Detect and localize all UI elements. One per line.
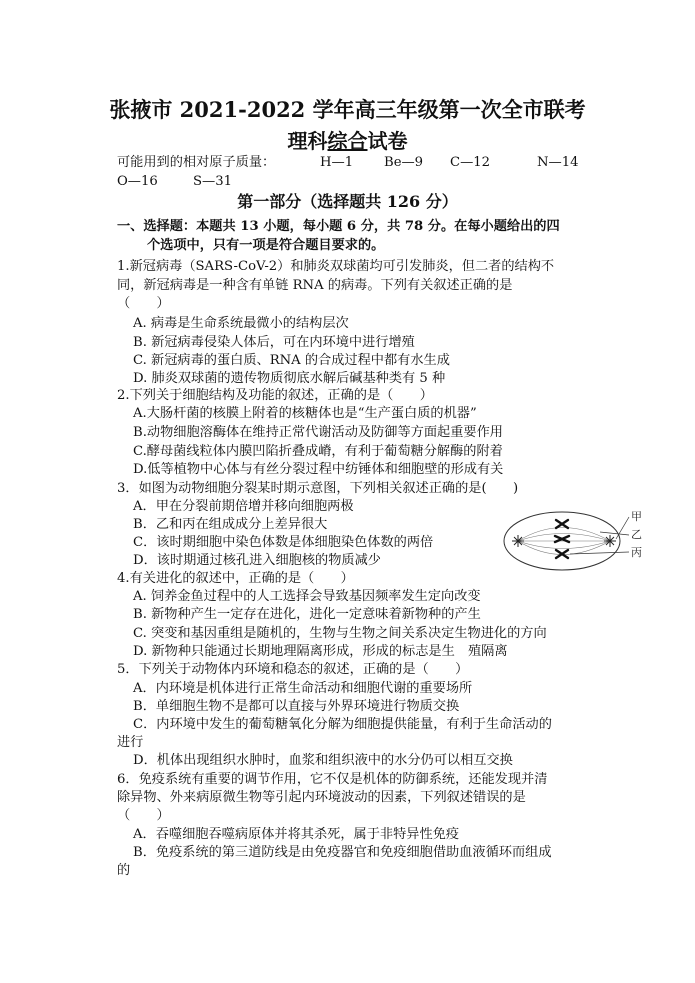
question-6-stem: 除异物、外来病原微生物等引起内环境波动的因素，下列叙述错误的是 bbox=[117, 790, 526, 805]
question-6-option: A．吞噬细胞吞噬病原体并将其杀死，属于非特异性免疫 bbox=[133, 827, 460, 842]
question-1-option: C. 新冠病毒的蛋白质、RNA 的合成过程中都有水生成 bbox=[133, 353, 450, 368]
question-1-option: B. 新冠病毒侵染人体后，可在内环境中进行增殖 bbox=[133, 335, 415, 350]
exam-subtitle bbox=[0, 128, 695, 154]
question-5-stem: 5．下列关于动物体内环境和稳态的叙述，正确的是（ ） bbox=[117, 662, 469, 677]
question-2-stem: 2.下列关于细胞结构及功能的叙述，正确的是（ ） bbox=[117, 388, 433, 403]
question-3-option: C．该时期细胞中染色体数是体细胞染色体数的两倍 bbox=[133, 535, 434, 550]
question-4-option: D. 新物种只能通过长期地理隔离形成，形成的标志是生 殖隔离 bbox=[133, 644, 508, 659]
part-instruction-line: 个选项中，只有一项是符合题目要求的。 bbox=[147, 238, 385, 253]
question-2-option: A.大肠杆菌的核膜上附着的核糖体也是“生产蛋白质的机器” bbox=[133, 406, 477, 421]
question-4-stem: 4.有关进化的叙述中，正确的是（ ） bbox=[117, 571, 354, 586]
question-2-option: C.酵母菌线粒体内膜凹陷折叠成嵴，有利于葡萄糖分解酶的附着 bbox=[133, 444, 503, 459]
figure-label-bing: 丙 bbox=[631, 546, 642, 559]
atomic-mass-label: 可能用到的相对原子质量： bbox=[117, 155, 276, 170]
question-5-option: A．内环境是机体进行正常生命活动和细胞代谢的重要场所 bbox=[133, 681, 473, 696]
question-5-option: B．单细胞生物不是都可以直接与外界环境进行物质交换 bbox=[133, 699, 460, 714]
atomic-mass-item: N—14 bbox=[537, 155, 579, 170]
atomic-mass-item: O—16 bbox=[117, 174, 158, 189]
question-1-option: D. 肺炎双球菌的遗传物质彻底水解后碱基种类有 5 种 bbox=[133, 371, 446, 386]
question-6-option-continued: 的 bbox=[117, 863, 131, 878]
question-1-stem: 1.新冠病毒（SARS-CoV-2）和肺炎双球菌均可引发肺炎，但二者的结构不 bbox=[117, 259, 555, 274]
question-6-stem: 6．免疫系统有重要的调节作用，它不仅是机体的防御系统，还能发现并清 bbox=[117, 772, 548, 787]
subtitle-prefix: 理科 bbox=[287, 129, 328, 153]
figure-label-jia: 甲 bbox=[631, 510, 642, 523]
question-5-option-continued: 进行 bbox=[117, 735, 144, 750]
question-4-option: B. 新物种产生一定存在进化，进化一定意味着新物种的产生 bbox=[133, 607, 481, 622]
question-3-option: A．甲在分裂前期倍增并移向细胞两极 bbox=[133, 499, 354, 514]
question-1-option: A. 病毒是生命系统最微小的结构层次 bbox=[133, 316, 349, 331]
question-2-option: D.低等植物中心体与有丝分裂过程中纺锤体和细胞壁的形成有关 bbox=[133, 462, 504, 477]
question-3-option: D．该时期通过核孔进入细胞核的物质减少 bbox=[133, 553, 381, 568]
question-4-option: C. 突变和基因重组是随机的，生物与生物之间关系决定生物进化的方向 bbox=[133, 626, 547, 641]
subtitle-suffix: 试卷 bbox=[367, 129, 408, 153]
subtitle-underlined: 综合 bbox=[327, 129, 368, 153]
atomic-mass-item: C—12 bbox=[450, 155, 491, 170]
question-2-option: B.动物细胞溶酶体在维持正常代谢活动及防御等方面起重要作用 bbox=[133, 425, 503, 440]
atomic-mass-item: H—1 bbox=[320, 155, 354, 170]
question-6-stem: （ ） bbox=[117, 808, 170, 823]
part-instruction-line: 一、选择题：本题共 13 小题，每小题 6 分，共 78 分。在每小题给出的四 bbox=[117, 219, 560, 234]
figure-label-yi: 乙 bbox=[631, 528, 642, 541]
exam-title: 张掖市 2021-2022 学年高三年级第一次全市联考 bbox=[109, 97, 586, 122]
question-5-option: C．内环境中发生的葡萄糖氧化分解为细胞提供能量，有利于生命活动的 bbox=[133, 717, 552, 732]
question-6-option: B．免疫系统的第三道防线是由免疫器官和免疫细胞借助血液循环而组成 bbox=[133, 845, 552, 860]
question-5-option: D．机体出现组织水肿时，血浆和组织液中的水分仍可以相互交换 bbox=[133, 753, 513, 768]
section-heading: 第一部分（选择题共 126 分） bbox=[237, 192, 458, 211]
cell-division-figure bbox=[500, 508, 650, 574]
atomic-mass-item: S—31 bbox=[193, 174, 233, 189]
question-4-option: A. 饲养金鱼过程中的人工选择会导致基因频率发生定向改变 bbox=[133, 589, 481, 604]
question-3-stem: 3．如图为动物细胞分裂某时期示意图，下列相关叙述正确的是( ) bbox=[117, 481, 519, 496]
question-3-option: B．乙和丙在组成成分上差异很大 bbox=[133, 517, 328, 532]
atomic-mass-item: Be—9 bbox=[384, 155, 424, 170]
question-1-stem: 同，新冠病毒是一种含有单链 RNA 的病毒。下列有关叙述正确的是 bbox=[117, 278, 513, 293]
question-1-stem: （ ） bbox=[117, 296, 170, 311]
